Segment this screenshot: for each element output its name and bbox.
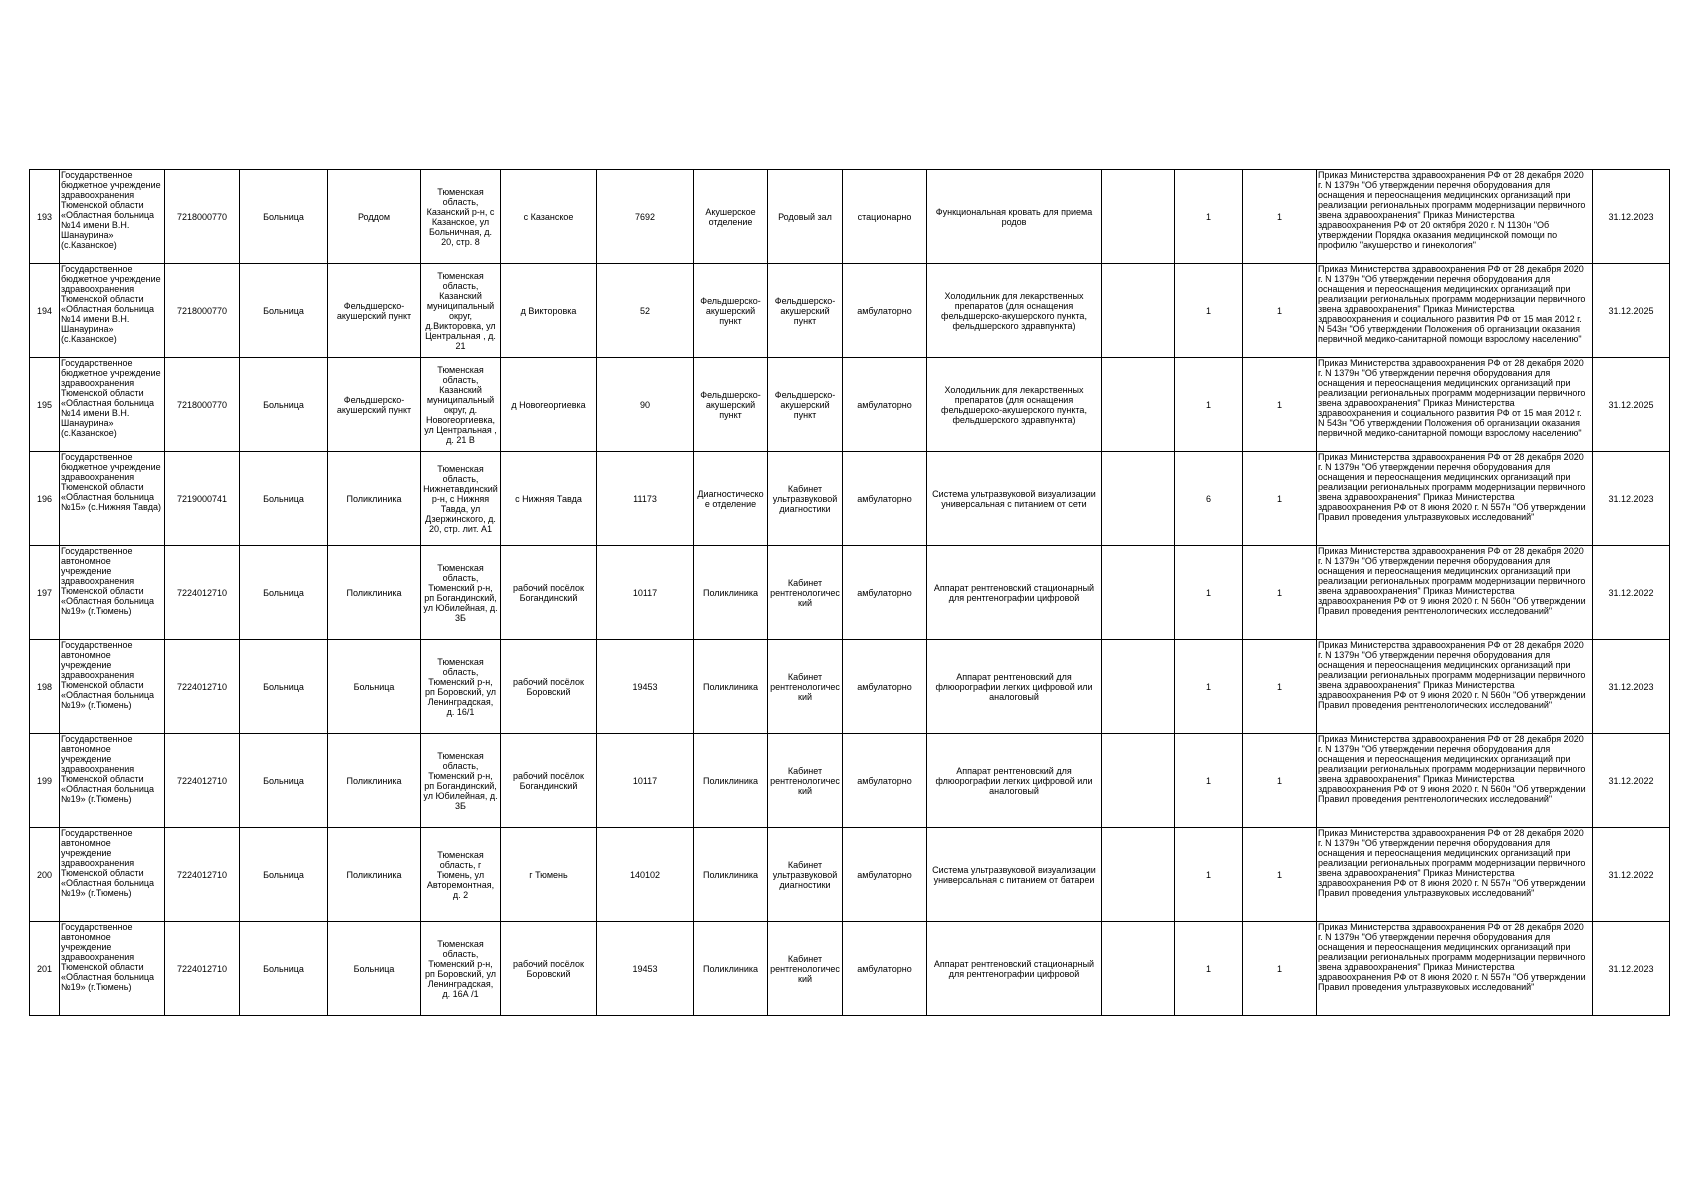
row-number-cell: 193 — [30, 170, 60, 264]
address-cell: Тюменская область, Казанский муниципальный округ, д. Новогеоргиевка, ул Центральная , д. 21 В — [421, 358, 501, 452]
equipment-cell: Система ультразвуковой визуализации универсальная с питанием от батареи — [927, 828, 1102, 922]
locality-cell: с Казанское — [501, 170, 597, 264]
quantity-planned-cell: 1 — [1243, 546, 1317, 640]
quantity-planned-cell: 1 — [1243, 170, 1317, 264]
population-cell: 11173 — [597, 452, 694, 546]
quantity-planned-cell: 1 — [1243, 734, 1317, 828]
quantity-planned-cell: 1 — [1243, 922, 1317, 1016]
population-cell: 90 — [597, 358, 694, 452]
equipment-cell: Аппарат рентгеновский для флюорографии легких цифровой или аналоговый — [927, 734, 1102, 828]
organization-cell: Государственное автономное учреждение здравоохранения Тюменской области «Областная больница №19» (г.Тюмень) — [60, 640, 165, 734]
regulatory-documents-cell: Приказ Министерства здравоохранения РФ от 28 декабря 2020 г. N 1379н "Об утверждении перечня оборудования для оснащения и переоснащения медицинских организаций при реализации региональных программ модернизации первичного звена здравоохранения" Приказ Министерства здравоохранения РФ от 9 июня 2020 г. N 560н "Об утверждении Правил проведения рентгенологических исследований" — [1317, 734, 1593, 828]
equipment-table — [29, 169, 1670, 1016]
room-cell: Кабинет рентгенологический — [768, 640, 843, 734]
table-row — [30, 170, 1670, 264]
deadline-date-cell: 31.12.2025 — [1593, 358, 1670, 452]
quantity-required-cell: 1 — [1175, 358, 1243, 452]
room-cell: Кабинет ультразвуковой диагностики — [768, 828, 843, 922]
equipment-cell: Аппарат рентгеновский стационарный для рентгенографии цифровой — [927, 546, 1102, 640]
room-cell: Кабинет рентгенологический — [768, 734, 843, 828]
address-cell: Тюменская область, Казанский р-н, с Казанское, ул Больничная, д. 20, стр. 8 — [421, 170, 501, 264]
deadline-date-cell: 31.12.2022 — [1593, 734, 1670, 828]
subdivision-cell: Больница — [328, 922, 421, 1016]
empty-cell — [1102, 452, 1175, 546]
quantity-required-cell: 1 — [1175, 170, 1243, 264]
facility-type-cell: Больница — [240, 170, 328, 264]
regulatory-documents-cell: Приказ Министерства здравоохранения РФ от 28 декабря 2020 г. N 1379н "Об утверждении перечня оборудования для оснащения и переоснащения медицинских организаций при реализации региональных программ модернизации первичного звена здравоохранения" Приказ Министерства здравоохранения и социального развития РФ от 15 мая 2012 г. N 543н "Об утверждении Положения об организации оказания первичной медико-санитарной помощи взрослому населению" — [1317, 358, 1593, 452]
organization-cell: Государственное автономное учреждение здравоохранения Тюменской области «Областная больница №19» (г.Тюмень) — [60, 922, 165, 1016]
subdivision-cell: Фельдшерско-акушерский пункт — [328, 264, 421, 358]
inn-cell: 7219000741 — [165, 452, 240, 546]
quantity-planned-cell: 1 — [1243, 452, 1317, 546]
inn-cell: 7224012710 — [165, 546, 240, 640]
equipment-cell: Функциональная кровать для приема родов — [927, 170, 1102, 264]
deadline-date-cell: 31.12.2023 — [1593, 922, 1670, 1016]
inn-cell: 7224012710 — [165, 640, 240, 734]
inn-cell: 7224012710 — [165, 734, 240, 828]
empty-cell — [1102, 734, 1175, 828]
organization-cell: Государственное бюджетное учреждение здравоохранения Тюменской области «Областная больница №15» (с.Нижняя Тавда) — [60, 452, 165, 546]
department-cell: Фельдшерско-акушерский пункт — [694, 264, 768, 358]
department-cell: Акушерское отделение — [694, 170, 768, 264]
organization-cell: Государственное бюджетное учреждение здравоохранения Тюменской области «Областная больница №14 имени В.Н. Шанаурина» (с.Казанское) — [60, 264, 165, 358]
facility-type-cell: Больница — [240, 734, 328, 828]
department-cell: Диагностическое отделение — [694, 452, 768, 546]
table-row — [30, 546, 1670, 640]
population-cell: 10117 — [597, 734, 694, 828]
row-number-cell: 195 — [30, 358, 60, 452]
empty-cell — [1102, 358, 1175, 452]
population-cell: 7692 — [597, 170, 694, 264]
subdivision-cell: Поликлиника — [328, 828, 421, 922]
regulatory-documents-cell: Приказ Министерства здравоохранения РФ от 28 декабря 2020 г. N 1379н "Об утверждении перечня оборудования для оснащения и переоснащения медицинских организаций при реализации региональных программ модернизации первичного звена здравоохранения" Приказ Министерства здравоохранения РФ от 9 июня 2020 г. N 560н "Об утверждении Правил проведения рентгенологических исследований" — [1317, 640, 1593, 734]
equipment-cell: Система ультразвуковой визуализации универсальная с питанием от сети — [927, 452, 1102, 546]
department-cell: Поликлиника — [694, 640, 768, 734]
care-mode-cell: амбулаторно — [843, 734, 927, 828]
facility-type-cell: Больница — [240, 640, 328, 734]
room-cell: Фельдшерско-акушерский пункт — [768, 358, 843, 452]
department-cell: Поликлиника — [694, 922, 768, 1016]
table-row — [30, 452, 1670, 546]
inn-cell: 7218000770 — [165, 264, 240, 358]
regulatory-documents-cell: Приказ Министерства здравоохранения РФ от 28 декабря 2020 г. N 1379н "Об утверждении перечня оборудования для оснащения и переоснащения медицинских организаций при реализации региональных программ модернизации первичного звена здравоохранения" Приказ Министерства здравоохранения РФ от 9 июня 2020 г. N 560н "Об утверждении Правил проведения рентгенологических исследований" — [1317, 546, 1593, 640]
quantity-planned-cell: 1 — [1243, 640, 1317, 734]
row-number-cell: 199 — [30, 734, 60, 828]
care-mode-cell: амбулаторно — [843, 452, 927, 546]
address-cell: Тюменская область, Тюменский р-н, рп Боровский, ул Ленинградская, д. 16А /1 — [421, 922, 501, 1016]
department-cell: Фельдшерско-акушерский пункт — [694, 358, 768, 452]
facility-type-cell: Больница — [240, 828, 328, 922]
empty-cell — [1102, 546, 1175, 640]
subdivision-cell: Поликлиника — [328, 734, 421, 828]
subdivision-cell: Поликлиника — [328, 546, 421, 640]
room-cell: Кабинет рентгенологический — [768, 922, 843, 1016]
organization-cell: Государственное автономное учреждение здравоохранения Тюменской области «Областная больница №19» (г.Тюмень) — [60, 734, 165, 828]
care-mode-cell: стационарно — [843, 170, 927, 264]
quantity-required-cell: 1 — [1175, 734, 1243, 828]
empty-cell — [1102, 170, 1175, 264]
table-body — [30, 170, 1670, 1016]
population-cell: 52 — [597, 264, 694, 358]
address-cell: Тюменская область, Тюменский р-н, рп Богандинский, ул Юбилейная, д. 3Б — [421, 546, 501, 640]
subdivision-cell: Фельдшерско-акушерский пункт — [328, 358, 421, 452]
locality-cell: рабочий посёлок Боровский — [501, 922, 597, 1016]
quantity-required-cell: 1 — [1175, 828, 1243, 922]
table-row — [30, 828, 1670, 922]
address-cell: Тюменская область, Нижнетавдинский р-н, с Нижняя Тавда, ул Дзержинского, д. 20, стр. лит. А1 — [421, 452, 501, 546]
facility-type-cell: Больница — [240, 264, 328, 358]
subdivision-cell: Больница — [328, 640, 421, 734]
equipment-cell: Аппарат рентгеновский стационарный для рентгенографии цифровой — [927, 922, 1102, 1016]
deadline-date-cell: 31.12.2023 — [1593, 452, 1670, 546]
care-mode-cell: амбулаторно — [843, 640, 927, 734]
quantity-required-cell: 1 — [1175, 264, 1243, 358]
room-cell: Кабинет рентгенологический — [768, 546, 843, 640]
equipment-register-sheet — [29, 169, 1670, 1016]
empty-cell — [1102, 640, 1175, 734]
population-cell: 19453 — [597, 922, 694, 1016]
row-number-cell: 194 — [30, 264, 60, 358]
regulatory-documents-cell: Приказ Министерства здравоохранения РФ от 28 декабря 2020 г. N 1379н "Об утверждении перечня оборудования для оснащения и переоснащения медицинских организаций при реализации региональных программ модернизации первичного звена здравоохранения" Приказ Министерства здравоохранения РФ от 8 июня 2020 г. N 557н "Об утверждении Правил проведения ультразвуковых исследований" — [1317, 922, 1593, 1016]
regulatory-documents-cell: Приказ Министерства здравоохранения РФ от 28 декабря 2020 г. N 1379н "Об утверждении перечня оборудования для оснащения и переоснащения медицинских организаций при реализации региональных программ модернизации первичного звена здравоохранения" Приказ Министерства здравоохранения РФ от 20 октября 2020 г. N 1130н "Об утверждении Порядка оказания медицинской помощи по профилю "акушерство и гинекология" — [1317, 170, 1593, 264]
organization-cell: Государственное автономное учреждение здравоохранения Тюменской области «Областная больница №19» (г.Тюмень) — [60, 828, 165, 922]
facility-type-cell: Больница — [240, 922, 328, 1016]
table-row — [30, 734, 1670, 828]
care-mode-cell: амбулаторно — [843, 546, 927, 640]
deadline-date-cell: 31.12.2025 — [1593, 264, 1670, 358]
organization-cell: Государственное бюджетное учреждение здравоохранения Тюменской области «Областная больница №14 имени В.Н. Шанаурина» (с.Казанское) — [60, 170, 165, 264]
quantity-planned-cell: 1 — [1243, 264, 1317, 358]
locality-cell: рабочий посёлок Богандинский — [501, 546, 597, 640]
regulatory-documents-cell: Приказ Министерства здравоохранения РФ от 28 декабря 2020 г. N 1379н "Об утверждении перечня оборудования для оснащения и переоснащения медицинских организаций при реализации региональных программ модернизации первичного звена здравоохранения" Приказ Министерства здравоохранения и социального развития РФ от 15 мая 2012 г. N 543н "Об утверждении Положения об организации оказания первичной медико-санитарной помощи взрослому населению" — [1317, 264, 1593, 358]
empty-cell — [1102, 828, 1175, 922]
equipment-cell: Аппарат рентгеновский для флюорографии легких цифровой или аналоговый — [927, 640, 1102, 734]
table-row — [30, 922, 1670, 1016]
table-row — [30, 264, 1670, 358]
locality-cell: г Тюмень — [501, 828, 597, 922]
organization-cell: Государственное автономное учреждение здравоохранения Тюменской области «Областная больница №19» (г.Тюмень) — [60, 546, 165, 640]
row-number-cell: 197 — [30, 546, 60, 640]
equipment-cell: Холодильник для лекарственных препаратов (для оснащения фельдшерско-акушерского пункта, фельдшерского здравпункта) — [927, 358, 1102, 452]
facility-type-cell: Больница — [240, 358, 328, 452]
care-mode-cell: амбулаторно — [843, 828, 927, 922]
row-number-cell: 200 — [30, 828, 60, 922]
population-cell: 19453 — [597, 640, 694, 734]
subdivision-cell: Роддом — [328, 170, 421, 264]
department-cell: Поликлиника — [694, 546, 768, 640]
room-cell: Родовый зал — [768, 170, 843, 264]
deadline-date-cell: 31.12.2022 — [1593, 828, 1670, 922]
quantity-planned-cell: 1 — [1243, 358, 1317, 452]
regulatory-documents-cell: Приказ Министерства здравоохранения РФ от 28 декабря 2020 г. N 1379н "Об утверждении перечня оборудования для оснащения и переоснащения медицинских организаций при реализации региональных программ модернизации первичного звена здравоохранения" Приказ Министерства здравоохранения РФ от 8 июня 2020 г. N 557н "Об утверждении Правил проведения ультразвуковых исследований" — [1317, 828, 1593, 922]
inn-cell: 7224012710 — [165, 922, 240, 1016]
quantity-required-cell: 6 — [1175, 452, 1243, 546]
department-cell: Поликлиника — [694, 828, 768, 922]
address-cell: Тюменская область, Казанский муниципальный округ, д.Викторовка, ул Центральная , д. 21 — [421, 264, 501, 358]
care-mode-cell: амбулаторно — [843, 358, 927, 452]
regulatory-documents-cell: Приказ Министерства здравоохранения РФ от 28 декабря 2020 г. N 1379н "Об утверждении перечня оборудования для оснащения и переоснащения медицинских организаций при реализации региональных программ модернизации первичного звена здравоохранения" Приказ Министерства здравоохранения РФ от 8 июня 2020 г. N 557н "Об утверждении Правил проведения ультразвуковых исследований" — [1317, 452, 1593, 546]
empty-cell — [1102, 922, 1175, 1016]
subdivision-cell: Поликлиника — [328, 452, 421, 546]
inn-cell: 7218000770 — [165, 358, 240, 452]
organization-cell: Государственное бюджетное учреждение здравоохранения Тюменской области «Областная больница №14 имени В.Н. Шанаурина» (с.Казанское) — [60, 358, 165, 452]
care-mode-cell: амбулаторно — [843, 264, 927, 358]
facility-type-cell: Больница — [240, 452, 328, 546]
room-cell: Кабинет ультразвуковой диагностики — [768, 452, 843, 546]
locality-cell: с Нижняя Тавда — [501, 452, 597, 546]
care-mode-cell: амбулаторно — [843, 922, 927, 1016]
inn-cell: 7218000770 — [165, 170, 240, 264]
row-number-cell: 201 — [30, 922, 60, 1016]
deadline-date-cell: 31.12.2023 — [1593, 170, 1670, 264]
population-cell: 10117 — [597, 546, 694, 640]
facility-type-cell: Больница — [240, 546, 328, 640]
locality-cell: д Новогеоргиевка — [501, 358, 597, 452]
quantity-required-cell: 1 — [1175, 640, 1243, 734]
table-row — [30, 640, 1670, 734]
address-cell: Тюменская область, Тюменский р-н, рп Боровский, ул Ленинградская, д. 16/1 — [421, 640, 501, 734]
quantity-required-cell: 1 — [1175, 922, 1243, 1016]
address-cell: Тюменская область, г Тюмень, ул Авторемонтная, д. 2 — [421, 828, 501, 922]
quantity-required-cell: 1 — [1175, 546, 1243, 640]
locality-cell: рабочий посёлок Богандинский — [501, 734, 597, 828]
locality-cell: д Викторовка — [501, 264, 597, 358]
row-number-cell: 196 — [30, 452, 60, 546]
deadline-date-cell: 31.12.2022 — [1593, 546, 1670, 640]
locality-cell: рабочий посёлок Боровский — [501, 640, 597, 734]
quantity-planned-cell: 1 — [1243, 828, 1317, 922]
address-cell: Тюменская область, Тюменский р-н, рп Богандинский, ул Юбилейная, д. 3Б — [421, 734, 501, 828]
inn-cell: 7224012710 — [165, 828, 240, 922]
department-cell: Поликлиника — [694, 734, 768, 828]
room-cell: Фельдшерско-акушерский пункт — [768, 264, 843, 358]
row-number-cell: 198 — [30, 640, 60, 734]
table-row — [30, 358, 1670, 452]
equipment-cell: Холодильник для лекарственных препаратов (для оснащения фельдшерско-акушерского пункта, фельдшерского здравпункта) — [927, 264, 1102, 358]
empty-cell — [1102, 264, 1175, 358]
deadline-date-cell: 31.12.2023 — [1593, 640, 1670, 734]
population-cell: 140102 — [597, 828, 694, 922]
